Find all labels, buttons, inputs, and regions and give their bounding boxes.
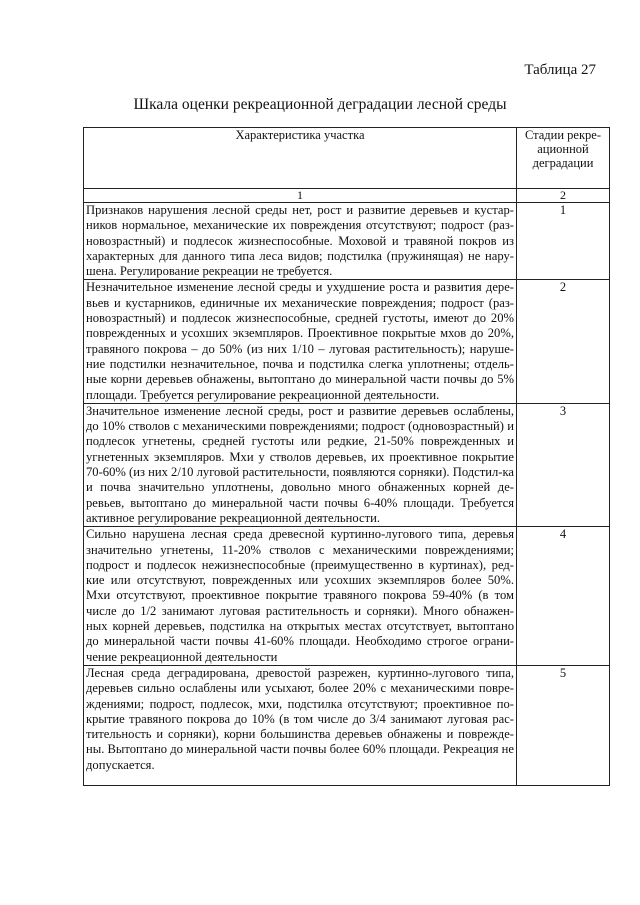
row-description: Сильно нарушена лесная среда древесной куртинно-лугового типа, деревья значительно угнетены, 11-20% стволов с механическими повреждениями; подрост и подлесок нежизнеспособные (преимущественно в куртинах), ред-кие или отсутствуют, поврежденных или усохших экземпляров более 50%. Мхи отсутствуют, проективное покрытие травяного покрова 59-40% (в том числе до 1/2 занимают луговая растительность и сорняки). Много обнажен-ных корней деревьев, подстилка на открытых местах отсутствует, вытоптано до минеральной части почвы 41-60% площади. Необходимо строгое ограни-чение рекреационной деятельности bbox=[84, 527, 517, 666]
row-stage: 5 bbox=[517, 665, 610, 785]
row-description: Незначительное изменение лесной среды и ухудшение роста и развития дере-вьев и кустарников, единичные их механические повреждения; подрост (раз-новозрастный) и подлесок жизнеспособные, средней густоты, имеют до 20% поврежденных и усохших экземпляров. Проективное покрытые мхов до 20%, травяного покрова – до 50% (из них 1/10 – луговая растительность); наруше-ние подстилки незначительное, почва и подстилка слегка уплотнены; отдель-ные корни деревьев обнажены, вытоптано до минеральной части почвы до 5% площади. Требуется регулирование рекреационной деятельности. bbox=[84, 280, 517, 403]
row-description: Признаков нарушения лесной среды нет, рост и развитие деревьев и кустар-ников нормальное, механические их повреждения отсутствуют; подрост (раз-новозрастный) и подлесок жизнеспособные. Моховой и травяной покров из характерных для данного типа леса видов; подстилка (пружинящая) не нару-шена. Регулирование рекреации не требуется. bbox=[84, 203, 517, 280]
header-site-characteristics: Характеристика участка bbox=[84, 128, 517, 189]
degradation-scale-table bbox=[83, 127, 610, 786]
row-stage: 3 bbox=[517, 403, 610, 526]
header-degradation-stage: Стадии рекре-ационной деградации bbox=[517, 128, 610, 189]
column-number-1: 1 bbox=[84, 189, 517, 203]
column-number-row bbox=[84, 189, 610, 203]
row-stage: 4 bbox=[517, 527, 610, 666]
row-stage: 2 bbox=[517, 280, 610, 403]
table-row bbox=[84, 280, 610, 403]
table-row bbox=[84, 665, 610, 785]
table-row bbox=[84, 403, 610, 526]
table-header-row bbox=[84, 128, 610, 189]
row-description: Лесная среда деградирована, древостой разрежен, куртинно-лугового типа, деревьев сильно ослаблены или усыхают, более 20% с механическими повре-ждениями; подрост, подлесок, мхи, подстилка отсутствуют; проективное по-крытие травяного покрова до 10% (в том числе до 3/4 занимают луговая рас-тительность и сорняки), корни большинства деревьев обнажены и поврежде-ны. Вытоптано до минеральной части почвы более 60% площади. Рекреация не допускается. bbox=[84, 665, 517, 785]
row-description: Значительное изменение лесной среды, рост и развитие деревьев ослаблены, до 10% стволов с механическими повреждениями; подрост (одновозрастный) и подлесок угнетены, средней густоты или редкие, 21-50% поврежденных и угнетенных экземпляров. Мхи у стволов деревьев, их проективное покрытие 70-60% (из них 2/10 луговой растительности, появляются сорняки). Подстил-ка и почва значительно уплотнены, довольно много обнаженных корней де-ревьев, вытоптано до минеральной части почвы 6-40% площади. Требуется активное регулирование рекреационной деятельности. bbox=[84, 403, 517, 526]
table-row bbox=[84, 203, 610, 280]
document-title: Шкала оценки рекреационной деградации лесной среды bbox=[133, 96, 507, 113]
column-number-2: 2 bbox=[517, 189, 610, 203]
table-label: Таблица 27 bbox=[524, 62, 596, 78]
row-stage: 1 bbox=[517, 203, 610, 280]
table-row bbox=[84, 527, 610, 666]
